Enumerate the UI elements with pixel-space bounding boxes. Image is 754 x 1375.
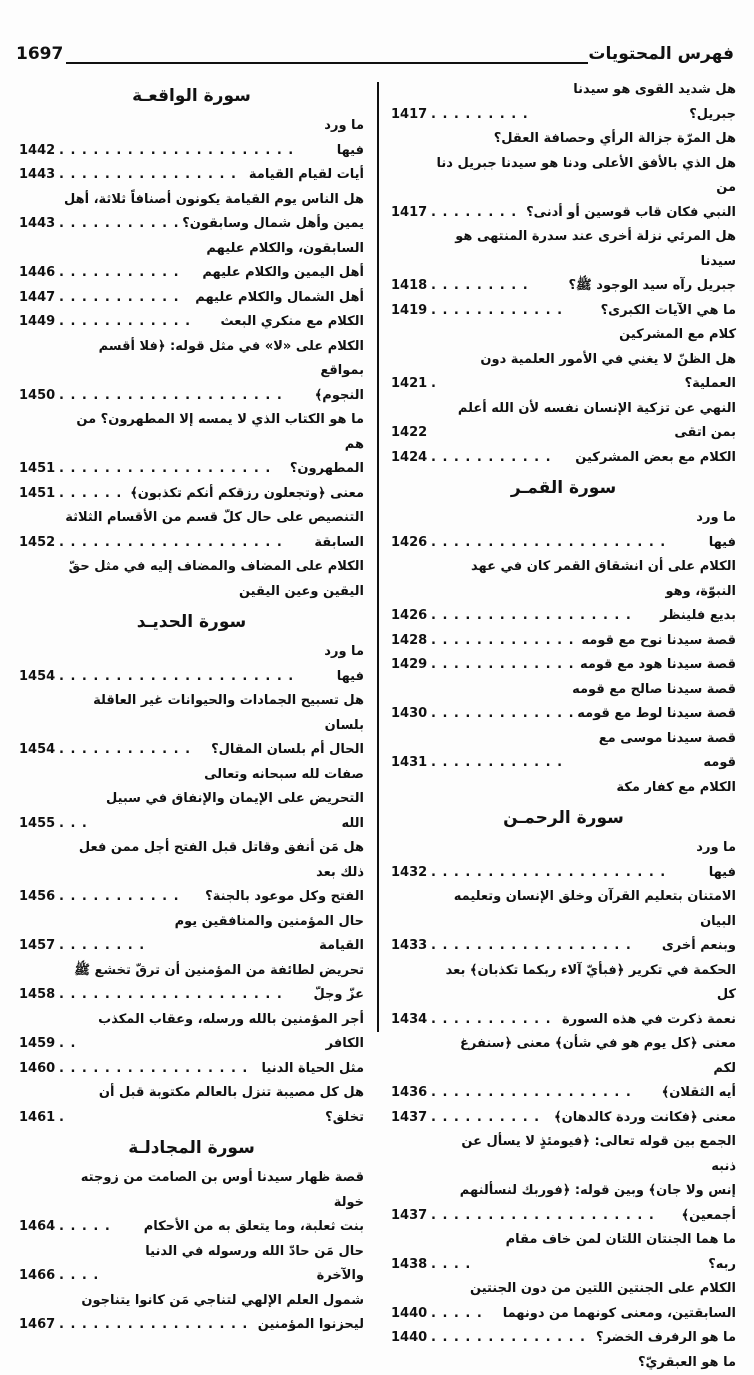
entry-page-number: 1454 <box>19 665 57 690</box>
page-number: 1697 <box>16 44 63 64</box>
leader-dots: . . . . . . . . . . . . <box>57 310 193 335</box>
entry-title: ليحزنوا المؤمنين <box>250 1313 364 1338</box>
entry-page-number: 1437 <box>391 1106 429 1131</box>
leader-dots: . . . . . . . . . <box>429 103 531 128</box>
toc-entry <box>19 763 364 788</box>
entry-title: صفات لله سبحانه وتعالى <box>61 763 364 788</box>
leader-dots: . . . . . . . . . . . . . . . . . . . . <box>57 983 285 1008</box>
surah-heading: سورة المجادلـة <box>19 1130 364 1166</box>
toc-entry <box>391 678 736 703</box>
entry-title: ما ورد فيها <box>668 506 736 555</box>
toc-entry <box>19 188 364 213</box>
toc-entry <box>391 348 736 397</box>
leader-dots: . . . . . . . . . . . . . . . . . <box>57 1313 250 1338</box>
surah-heading: سورة الرحمـن <box>391 800 736 836</box>
entry-page-number: 1429 <box>391 653 429 678</box>
entry-page-number: 1450 <box>19 384 57 409</box>
entry-page-number: 1440 <box>391 1326 429 1351</box>
entry-page-number: 1418 <box>391 274 429 299</box>
header-rule <box>66 62 588 64</box>
toc-entry <box>19 640 364 689</box>
entry-title: الكلام على «لا» في مثل قوله: ﴿فلا أقسم بمواقع <box>61 335 364 384</box>
entry-title: أيات لقيام القيامة <box>239 163 364 188</box>
leader-dots: . . . . . . . . . . . . . . . . . . . . <box>57 531 285 556</box>
leader-dots: . <box>429 372 439 397</box>
toc-entry <box>391 274 736 299</box>
entry-title: شمول العلم الإلهي لتناجي مَن كانوا يتناجون <box>61 1289 364 1314</box>
entry-title: ما ورد فيها <box>296 114 364 163</box>
toc-entry <box>19 689 364 738</box>
entry-title: هل شديد القوى هو سيدنا جبريل؟ <box>531 78 736 127</box>
entry-title: هل كل مصيبة تنزل بالعالم مكتوبة قبل أن تخلق؟ <box>67 1081 364 1130</box>
entry-title: هل تسبيح الجمادات والحيوانات غير العاقلة بلسان <box>61 689 364 738</box>
entry-title: الكلام على أن انشقاق القمر كان في عهد النبوّة، وهو <box>433 555 736 604</box>
toc-entry <box>19 408 364 457</box>
entry-title: قصة سيدنا هود مع قومه <box>577 653 736 678</box>
entry-title: حال المؤمنين والمنافقين يوم القيامة <box>147 910 364 959</box>
toc-entry <box>391 702 736 727</box>
entry-title: ما هو العبقريّ؟ <box>433 1351 736 1375</box>
entry-page-number: 1452 <box>19 531 57 556</box>
entry-title: الكلام مع منكري البعث <box>193 310 364 335</box>
entry-title: ما هما الجنتان اللتان لمن خاف مقام ربه؟ <box>473 1228 736 1277</box>
entry-page-number: 1422 <box>391 421 429 446</box>
entry-page-number: 1421 <box>391 372 429 397</box>
toc-entry <box>19 959 364 984</box>
entry-title: ما هو الكتاب الذي لا يمسه إلا المطهرون؟ من هم <box>61 408 364 457</box>
leader-dots: . . . . . . . . . <box>429 274 531 299</box>
entry-title: هل المرئي نزلة أخرى عند سدرة المنتهى هو سيدنا <box>433 225 736 274</box>
leader-dots: . . . . . . . . . . . . . . . . . . . <box>57 457 273 482</box>
toc-entry <box>19 1008 364 1057</box>
leader-dots: . . . . . . <box>57 482 124 507</box>
entry-page-number: 1426 <box>391 604 429 629</box>
entry-title: قصة سيدنا موسى مع قومه <box>565 727 736 776</box>
entry-page-number: 1442 <box>19 139 57 164</box>
toc-entry <box>19 885 364 910</box>
entry-title: إنس ولا جان﴾ وبين قوله: ﴿فوربك لنسألنهم <box>433 1179 736 1204</box>
toc-entry <box>391 555 736 604</box>
toc-entry <box>19 1240 364 1289</box>
entry-page-number: 1438 <box>391 1253 429 1278</box>
entry-page-number: 1433 <box>391 934 429 959</box>
surah-heading: سورة الحديـد <box>19 604 364 640</box>
entry-page-number: 1417 <box>391 201 429 226</box>
entry-page-number: 1426 <box>391 531 429 556</box>
leader-dots: . . . . <box>429 1253 473 1278</box>
entry-title: المطهرون؟ <box>273 457 364 482</box>
entry-title: قصة ظهار سيدنا أوس بن الصامت من زوجته خولة <box>61 1166 364 1215</box>
toc-entry <box>391 397 736 446</box>
entry-title: الكلام على الجنتين اللتين من دون الجنتين <box>433 1277 736 1302</box>
toc-entry <box>19 482 364 507</box>
entry-title: وبنعم أخرى <box>634 934 736 959</box>
toc-entry <box>391 885 736 934</box>
toc-entry <box>391 653 736 678</box>
toc-entry <box>391 959 736 1008</box>
leader-dots: . . . . . . . . . . . . . . . . . . . . <box>429 1204 657 1229</box>
right-column <box>391 78 736 1375</box>
toc-entry <box>391 1277 736 1302</box>
entry-page-number: 1456 <box>19 885 57 910</box>
leader-dots: . . . . . . . . . . . . . . . . <box>57 163 239 188</box>
column-divider <box>377 82 379 1032</box>
entry-title: الفتح وكل موعود بالجنة؟ <box>182 885 364 910</box>
toc-entry <box>19 531 364 556</box>
leader-dots: . . . . . . . . . . . . . <box>429 629 577 654</box>
leader-dots: . . . . . . . . . . . . . . . . . . . . . <box>429 531 668 556</box>
entry-page-number: 1440 <box>391 1302 429 1327</box>
leader-dots: . . . . <box>57 1264 101 1289</box>
leader-dots: . . . . . . . . . . . . . . . . . . <box>429 604 634 629</box>
leader-dots: . . . . . . . . . . . <box>57 286 182 311</box>
entry-title: ما ورد فيها <box>668 836 736 885</box>
toc-entry <box>391 1179 736 1204</box>
toc-entry <box>19 506 364 531</box>
leader-dots: . . . <box>57 812 90 837</box>
toc-entry <box>391 1081 736 1106</box>
leader-dots: . . . . . . . . . . . <box>57 212 182 237</box>
toc-entry <box>19 787 364 836</box>
leader-dots: . . . . . . . . . . . . . . <box>429 1326 588 1351</box>
entry-title: ما ورد فيها <box>296 640 364 689</box>
entry-page-number: 1432 <box>391 861 429 886</box>
entry-page-number: 1443 <box>19 212 57 237</box>
entry-title: عزّ وجلّ <box>285 983 364 1008</box>
toc-entry <box>391 836 736 885</box>
entry-title: السابقتين، ومعنى كونهما من دونهما <box>485 1302 736 1327</box>
entry-title: الحكمة في تكرير ﴿فبأيّ آلاء ربكما تكذبان﴾ بعد كل <box>433 959 736 1008</box>
toc-entry <box>19 335 364 384</box>
entry-title: أيه الثقلان﴾ <box>634 1081 736 1106</box>
entry-title: أهل الشمال والكلام عليهم <box>182 286 364 311</box>
toc-entry <box>19 212 364 237</box>
leader-dots: . . . . . <box>57 1215 113 1240</box>
entry-title: هل الذي بالأفق الأعلى ودنا هو سيدنا جبريل دنا من <box>433 152 736 201</box>
entry-title: التحريض على الإيمان والإنفاق في سبيل الله <box>90 787 364 836</box>
left-column <box>19 78 364 1338</box>
entry-title: السابقة <box>285 531 364 556</box>
toc-entry <box>19 580 364 605</box>
toc-entry <box>391 152 736 201</box>
entry-title: النبي فكان قاب قوسين أو أدنى؟ <box>519 201 736 226</box>
entry-page-number: 1443 <box>19 163 57 188</box>
entry-title: جبريل رآه سيد الوجود ﷺ؟ <box>531 274 736 299</box>
entry-page-number: 1459 <box>19 1032 57 1057</box>
entry-page-number: 1437 <box>391 1204 429 1229</box>
leader-dots: . . . . . . . . . . . . . . . . . . . . . <box>429 861 668 886</box>
entry-page-number: 1417 <box>391 103 429 128</box>
entry-title: تحريض لطائفة من المؤمنين أن ترقّ تخشع ﷺ <box>61 959 364 984</box>
toc-entry <box>19 1215 364 1240</box>
entry-title: النهي عن تزكية الإنسان نفسه لأن الله أعلم بمن اتقى <box>433 397 736 446</box>
leader-dots: . . . . . <box>429 1302 485 1327</box>
entry-title: الكلام على المضاف والمضاف إليه في مثل حقّ <box>61 555 364 580</box>
toc-entry <box>391 604 736 629</box>
toc-entry <box>19 910 364 959</box>
entry-title: حال مَن حادّ الله ورسوله في الدنيا والآخرة <box>101 1240 364 1289</box>
toc-entry <box>19 163 364 188</box>
entry-title: أجمعين﴾ <box>657 1204 736 1229</box>
toc-entry <box>19 1057 364 1082</box>
surah-heading: سورة الواقعـة <box>19 78 364 114</box>
entry-page-number: 1451 <box>19 482 57 507</box>
toc-entry <box>19 738 364 763</box>
toc-entry <box>391 1106 736 1131</box>
toc-entry <box>19 310 364 335</box>
leader-dots: . . <box>57 1032 78 1057</box>
toc-entry <box>391 127 736 152</box>
entry-title: معنى ﴿فكانت وردة كالدهان﴾ <box>542 1106 736 1131</box>
entry-page-number: 1431 <box>391 751 429 776</box>
toc-entry <box>19 1313 364 1338</box>
toc-entry <box>391 201 736 226</box>
toc-entry <box>391 1326 736 1351</box>
leader-dots: . . . . . . . . . . . . . . . . . . . . . <box>57 665 296 690</box>
entry-page-number: 1428 <box>391 629 429 654</box>
index-title: فهرس المحتويات <box>588 44 734 64</box>
entry-page-number: 1424 <box>391 446 429 471</box>
entry-title: أجر المؤمنين بالله ورسله، وعقاب المكذب الكافر <box>78 1008 364 1057</box>
toc-entry <box>19 1289 364 1314</box>
surah-heading: سورة القمـر <box>391 470 736 506</box>
toc-entry <box>19 457 364 482</box>
leader-dots: . . . . . . . . . . . <box>429 446 554 471</box>
leader-dots: . . . . . . . . . . . . . <box>429 653 577 678</box>
toc-entry <box>391 934 736 959</box>
entry-page-number: 1449 <box>19 310 57 335</box>
page-header <box>16 40 738 70</box>
toc-entry <box>19 261 364 286</box>
leader-dots: . . . . . . . . . . . <box>57 261 182 286</box>
entry-title: هل الظنّ لا يغني في الأمور العلمية دون العملية؟ <box>439 348 736 397</box>
toc-entry <box>19 555 364 580</box>
toc-entry <box>391 1008 736 1033</box>
toc-entry <box>19 114 364 163</box>
leader-dots: . . . . . . . . . . . . . . . . . . . . <box>57 384 285 409</box>
toc-entry <box>391 299 736 324</box>
entry-title: يمين وأهل شمال وسابقون؟ <box>182 212 364 237</box>
entry-title: التنصيص على حال كلّ قسم من الأقسام الثلاثة <box>61 506 364 531</box>
entry-title: اليقين وعين اليقين <box>61 580 364 605</box>
toc-entry <box>19 1166 364 1215</box>
entry-page-number: 1436 <box>391 1081 429 1106</box>
leader-dots: . . . . . . . . . . . <box>57 885 182 910</box>
entry-page-number: 1460 <box>19 1057 57 1082</box>
entry-page-number: 1454 <box>19 738 57 763</box>
toc-entry <box>391 1351 736 1375</box>
entry-page-number: 1461 <box>19 1106 57 1131</box>
entry-title: قصة سيدنا نوح مع قومه <box>577 629 736 654</box>
entry-page-number: 1467 <box>19 1313 57 1338</box>
entry-page-number: 1434 <box>391 1008 429 1033</box>
leader-dots: . . . . . . . . . . . . <box>57 738 193 763</box>
toc-entry <box>391 1228 736 1277</box>
toc-entry <box>391 225 736 274</box>
leader-dots: . . . . . . . . . . . . <box>429 299 565 324</box>
leader-dots: . . . . . . . . . . . . . . . . . . <box>429 934 634 959</box>
leader-dots: . <box>57 1106 67 1131</box>
entry-title: الكلام مع كفار مكة <box>433 776 736 801</box>
entry-title: معنى ﴿كل يوم هو في شأن﴾ معنى ﴿سنفرغ لكم <box>433 1032 736 1081</box>
toc-entry <box>391 776 736 801</box>
leader-dots: . . . . . . . . . . . . . . . . . <box>57 1057 250 1082</box>
toc-entry <box>391 629 736 654</box>
toc-entry <box>19 286 364 311</box>
toc-entry <box>19 237 364 262</box>
entry-title: ما هي الآيات الكبرى؟ <box>565 299 736 324</box>
entry-page-number: 1419 <box>391 299 429 324</box>
entry-title: ما هو الرفرف الخضر؟ <box>588 1326 736 1351</box>
toc-entry <box>391 1204 736 1229</box>
leader-dots: . . . . . . . . . . . <box>429 1008 554 1033</box>
entry-title: السابقون، والكلام عليهم <box>61 237 364 262</box>
entry-title: الامتنان بتعليم القرآن وخلق الإنسان وتعليمه البيان <box>433 885 736 934</box>
toc-entry <box>391 1032 736 1081</box>
toc-entry <box>19 384 364 409</box>
toc-entry <box>391 446 736 471</box>
leader-dots: . . . . . . . . . . . . . . . . . . <box>429 1081 634 1106</box>
leader-dots: . . . . . . . . . . . . . <box>429 702 577 727</box>
toc-entry <box>391 1130 736 1179</box>
entry-title: أهل اليمين والكلام عليهم <box>182 261 364 286</box>
leader-dots: . . . . . . . . . . <box>429 1106 542 1131</box>
entry-title: هل الناس يوم القيامة يكونون أصنافاً ثلاثة، أهل <box>61 188 364 213</box>
toc-entry <box>19 1081 364 1130</box>
entry-page-number: 1457 <box>19 934 57 959</box>
toc-entry <box>19 836 364 885</box>
entry-page-number: 1455 <box>19 812 57 837</box>
entry-page-number: 1447 <box>19 286 57 311</box>
leader-dots: . . . . . . . . . . . . . . . . . . . . . <box>57 139 296 164</box>
entry-title: بنت ثعلبة، وما يتعلق به من الأحكام <box>113 1215 364 1240</box>
entry-page-number: 1451 <box>19 457 57 482</box>
entry-title: بديع فلينظر <box>634 604 736 629</box>
toc-entry <box>391 727 736 776</box>
entry-page-number: 1430 <box>391 702 429 727</box>
entry-title: معنى ﴿وتجعلون رزقكم أنكم تكذبون﴾ <box>124 482 364 507</box>
entry-page-number: 1464 <box>19 1215 57 1240</box>
entry-title: مثل الحياة الدنيا <box>250 1057 364 1082</box>
entry-title: كلام مع المشركين <box>433 323 736 348</box>
toc-entry <box>391 78 736 127</box>
entry-page-number: 1466 <box>19 1264 57 1289</box>
toc-entry <box>19 983 364 1008</box>
entry-title: هل مَن أنفق وقاتل قبل الفتح أجل ممن فعل ذلك بعد <box>61 836 364 885</box>
leader-dots: . . . . . . . . <box>57 934 147 959</box>
entry-page-number: 1458 <box>19 983 57 1008</box>
toc-entry <box>391 323 736 348</box>
entry-page-number: 1446 <box>19 261 57 286</box>
toc-entry <box>391 506 736 555</box>
entry-title: الجمع بين قوله تعالى: ﴿فيومئذٍ لا يسأل عن ذنبه <box>433 1130 736 1179</box>
entry-title: الحال أم بلسان المقال؟ <box>193 738 364 763</box>
entry-title: قصة سيدنا صالح مع قومه <box>433 678 736 703</box>
toc-entry <box>391 1302 736 1327</box>
entry-title: نعمة ذكرت في هذه السورة <box>554 1008 736 1033</box>
entry-title: هل المرّة جزالة الرأي وحصافة العقل؟ <box>433 127 736 152</box>
leader-dots: . . . . . . . . <box>429 201 519 226</box>
entry-title: الكلام مع بعض المشركين <box>554 446 736 471</box>
entry-title: قصة سيدنا لوط مع قومه <box>577 702 736 727</box>
entry-title: النجوم﴾ <box>285 384 364 409</box>
leader-dots: . . . . . . . . . . . . <box>429 751 565 776</box>
